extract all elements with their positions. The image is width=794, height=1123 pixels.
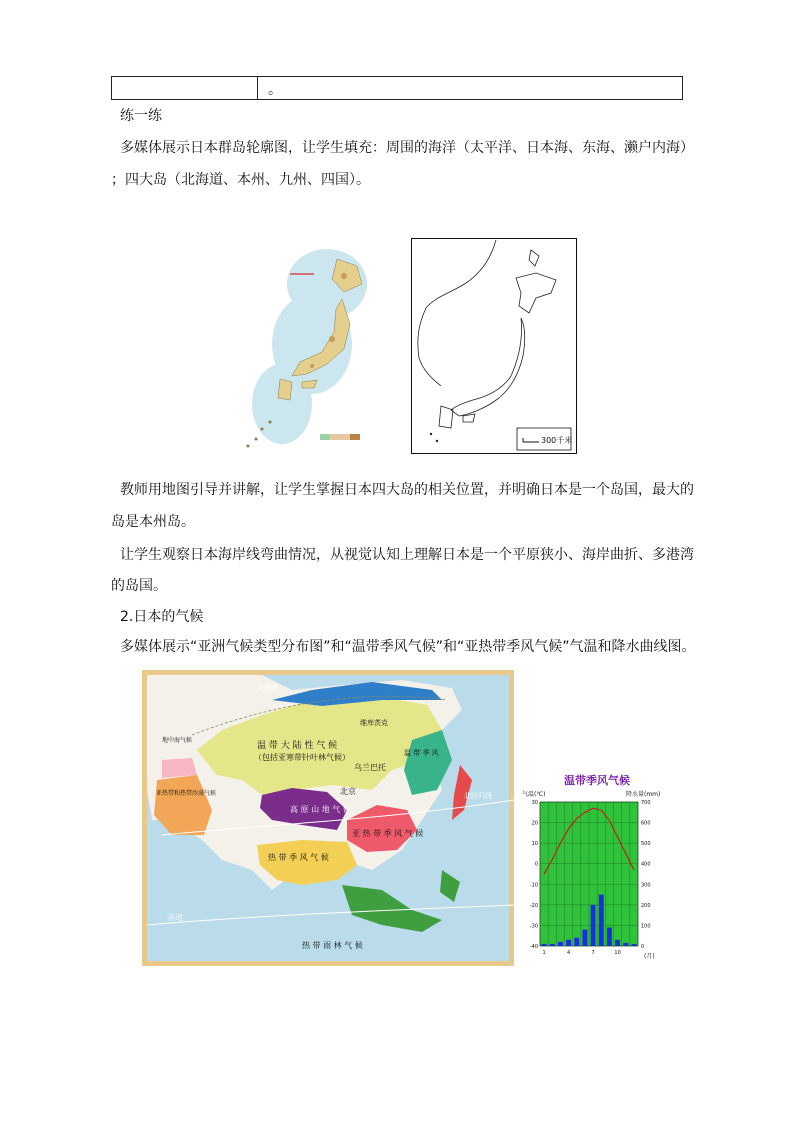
temp-tick-label: -30 xyxy=(529,923,538,930)
chart-y2label: 降水量(mm) xyxy=(626,791,660,798)
temp-tick-label: -20 xyxy=(529,902,538,909)
paragraph-2-line-2: 岛是本州岛。 xyxy=(111,514,195,530)
chart-ylabel: 气温(℃) xyxy=(522,791,546,798)
chart-xlabel: (月) xyxy=(644,953,655,960)
asia-climate-map xyxy=(142,670,514,966)
paragraph-3-line-2: 的岛国。 xyxy=(111,578,167,594)
month-tick-label: 10 xyxy=(614,950,621,956)
table-cell-text: 。 xyxy=(268,82,282,98)
label-taiga-note: （包括亚寒带针叶林气候） xyxy=(254,753,350,762)
label-tropic-cancer: 北回归线 xyxy=(464,792,492,800)
precip-bar xyxy=(607,927,612,946)
label-tropical-monsoon: 热 带 季 风 气 候 xyxy=(268,853,329,862)
label-mediterranean: 地中海气候 xyxy=(162,737,193,744)
temp-tick-label: 0 xyxy=(534,861,538,868)
label-desert: 亚热带和热带沙漠气候 xyxy=(156,790,217,797)
section-practice: 练一练 xyxy=(120,108,162,124)
paragraph-1-line-2: ；四大岛（北海道、本州、九州、四国）。 xyxy=(111,172,370,188)
precip-bar xyxy=(599,895,604,946)
paragraph-3-line-1: 让学生观察日本海岸线弯曲情况，从视觉认知上理解日本是一个平原狭小、海岸曲折、多港湾 xyxy=(120,547,694,563)
scale-label: 300千米 xyxy=(541,436,573,445)
temp-tick-label: -40 xyxy=(529,944,538,950)
label-temperate-continental: 温 带 大 陆 性 气 候 xyxy=(257,741,338,751)
month-tick-label: 4 xyxy=(566,950,571,956)
table-row xyxy=(111,76,683,100)
precip-tick-label: 300 xyxy=(641,882,651,889)
precip-tick-label: 700 xyxy=(641,800,651,806)
precip-tick-label: 400 xyxy=(641,861,651,868)
precip-bar xyxy=(631,944,636,946)
precip-bar xyxy=(591,905,596,946)
precip-bar xyxy=(623,943,628,946)
precip-bar xyxy=(550,944,555,946)
japan-physical-map xyxy=(232,244,372,454)
japan-outline-map xyxy=(411,238,577,454)
temp-tick-label: -10 xyxy=(529,882,538,889)
chart-title: 温带季风气候 xyxy=(564,774,630,787)
label-beijing: 北京 xyxy=(340,787,356,796)
temp-tick-label: 30 xyxy=(531,800,538,806)
label-arctic-circle: 北极圈 xyxy=(257,684,278,692)
precip-tick-label: 100 xyxy=(641,923,651,930)
label-temperate-monsoon: 温 带 季 风 xyxy=(404,749,439,757)
precip-bar xyxy=(542,944,547,946)
table-divider xyxy=(257,77,258,99)
precip-bar xyxy=(558,942,563,946)
precip-tick-label: 200 xyxy=(641,902,651,909)
section-climate: 2.日本的气候 xyxy=(120,609,204,625)
month-tick-label: 7 xyxy=(591,950,595,956)
label-plateau: 高 原 山 地 气 候 xyxy=(290,805,351,814)
month-tick-label: 1 xyxy=(542,950,546,956)
precip-bar xyxy=(574,938,579,946)
temp-tick-label: 20 xyxy=(531,820,538,827)
precip-bar xyxy=(582,930,587,946)
temp-tick-label: 10 xyxy=(531,841,538,848)
label-ulaanbaatar: 乌兰巴托 xyxy=(354,763,386,772)
paragraph-2-line-1: 教师用地图引导并讲解，让学生掌握日本四大岛的相关位置，并明确日本是一个岛国，最大的 xyxy=(120,482,694,498)
precip-bar xyxy=(566,940,571,946)
precip-tick-label: 0 xyxy=(641,944,645,950)
paragraph-1-line-1: 多媒体展示日本群岛轮廓图，让学生填充：周围的海洋（太平洋、日本海、东海、濑户内海） xyxy=(120,140,694,156)
climate-chart xyxy=(522,770,660,962)
precip-tick-label: 600 xyxy=(641,820,651,827)
label-subtropical-monsoon: 亚 热 带 季 风 气 候 xyxy=(352,829,424,838)
label-rainforest: 热 带 雨 林 气 候 xyxy=(302,941,363,950)
label-equator: 赤道 xyxy=(167,913,183,922)
precip-bar xyxy=(615,940,620,946)
label-verkhoyansk: 维库茨克 xyxy=(360,719,388,727)
paragraph-4: 多媒体展示“亚洲气候类型分布图”和“温带季风气候”和“亚热带季风气候”气温和降水曲线图。 xyxy=(120,639,696,655)
precip-tick-label: 500 xyxy=(641,841,651,848)
